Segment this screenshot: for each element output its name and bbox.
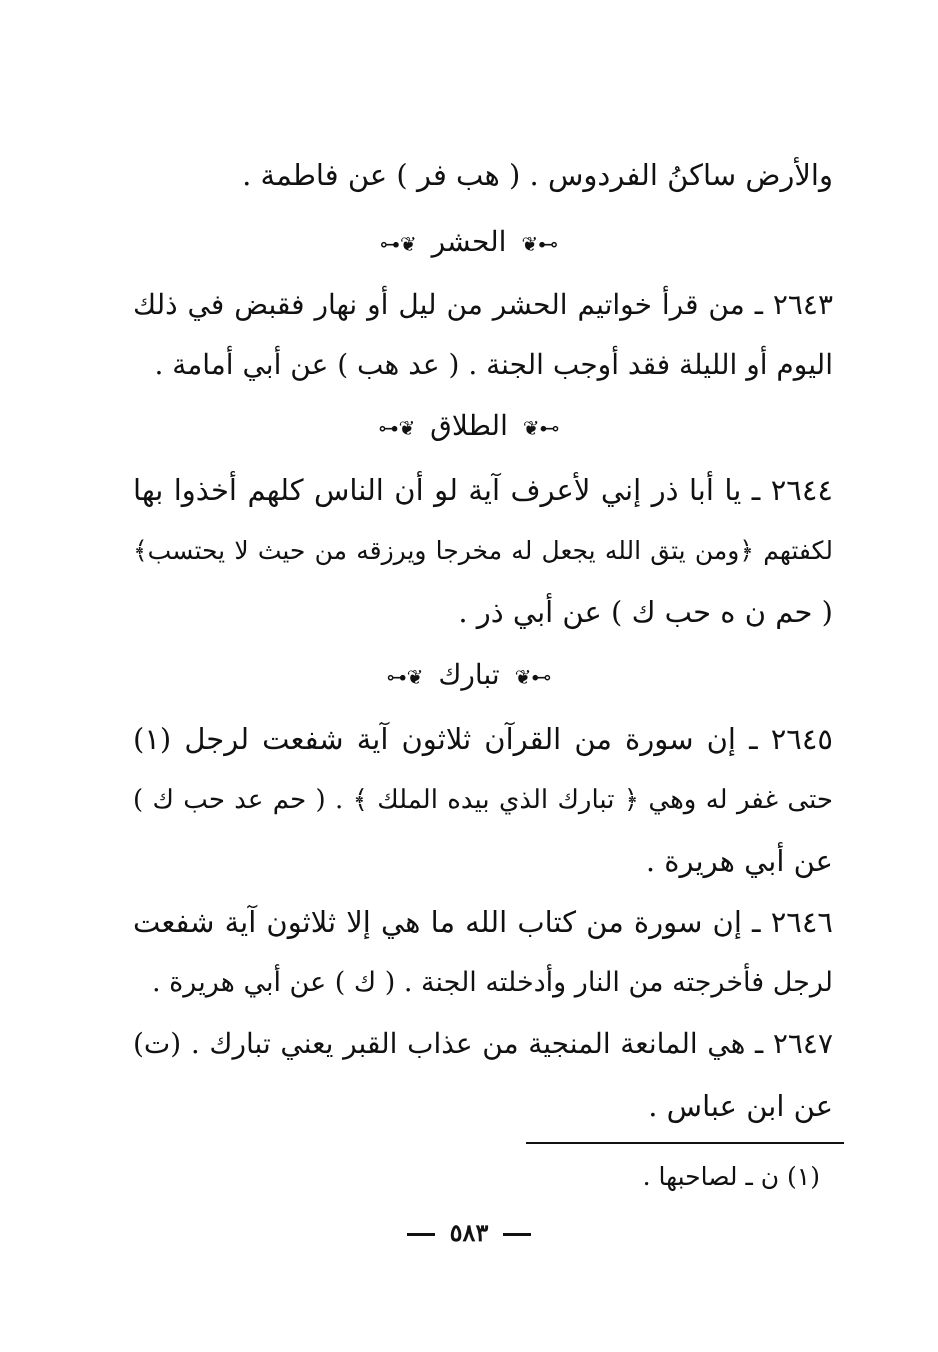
section-heading-label: الحشر [431, 225, 507, 258]
section-heading-label: تبارك [438, 658, 500, 691]
ornament-right-icon: ❦⊷ [386, 664, 424, 689]
ornament-left-icon: ⊶❦ [514, 664, 552, 689]
hadith-2647-line-1: ٢٦٤٧ ـ هي المانعة المنجية من عذاب القبر يعني تبارك . (ت) [133, 1027, 833, 1060]
page-number: ٥٨٣ [449, 1218, 489, 1247]
text-line-1: والأرض ساكنُ الفردوس . ( هب فر ) عن فاطمة . [242, 158, 833, 192]
hadith-2644-line-1: ٢٦٤٤ ـ يا أبا ذر إني لأعرف آية لو أن الناس كلهم أخذوا بها [133, 473, 833, 507]
hadith-2645-line-3: عن أبي هريرة . [645, 844, 833, 878]
page-number-footer [0, 1218, 938, 1248]
dash-icon [407, 1233, 435, 1236]
hadith-2645-line-2: حتى غفر له وهي ﴿ تبارك الذي بيده الملك ﴾ . ( حم عد حب ك ) [133, 785, 833, 815]
footnote-divider [526, 1142, 844, 1144]
footnote: (١) ن ـ لصاحبها . [642, 1162, 820, 1191]
ornament-right-icon: ❦⊷ [379, 231, 417, 256]
ornament-left-icon: ⊶❦ [521, 231, 559, 256]
hadith-2643-line-2: اليوم أو الليلة فقد أوجب الجنة . ( عد هب ) عن أبي أمامة . [154, 348, 833, 381]
hadith-2647-line-2: عن ابن عباس . [648, 1089, 833, 1123]
hadith-2643-line-1: ٢٦٤٣ ـ من قرأ خواتيم الحشر من ليل أو نهار فقبض في ذلك [133, 288, 833, 321]
hadith-2645-line-1: ٢٦٤٥ ـ إن سورة من القرآن ثلاثون آية شفعت لرجل (١) [133, 722, 833, 756]
section-heading-label: الطلاق [430, 409, 508, 442]
section-heading-tabarak [0, 655, 938, 697]
hadith-2644-line-2: لكفتهم ﴿ومن يتق الله يجعل له مخرجا ويرزقه من حيث لا يحتسب﴾ [133, 536, 833, 565]
section-heading-talaq [0, 406, 938, 448]
hadith-2646-line-2: لرجل فأخرجته من النار وأدخلته الجنة . ( ك ) عن أبي هريرة . [152, 967, 833, 998]
ornament-left-icon: ⊶❦ [522, 415, 560, 440]
hadith-2646-line-1: ٢٦٤٦ ـ إن سورة من كتاب الله ما هي إلا ثلاثون آية شفعت [133, 905, 833, 939]
hadith-2644-line-3: ( حم ن ه حب ك ) عن أبي ذر . [458, 595, 833, 629]
ornament-right-icon: ❦⊷ [378, 415, 416, 440]
section-heading-hashr [0, 222, 938, 264]
dash-icon [503, 1233, 531, 1236]
